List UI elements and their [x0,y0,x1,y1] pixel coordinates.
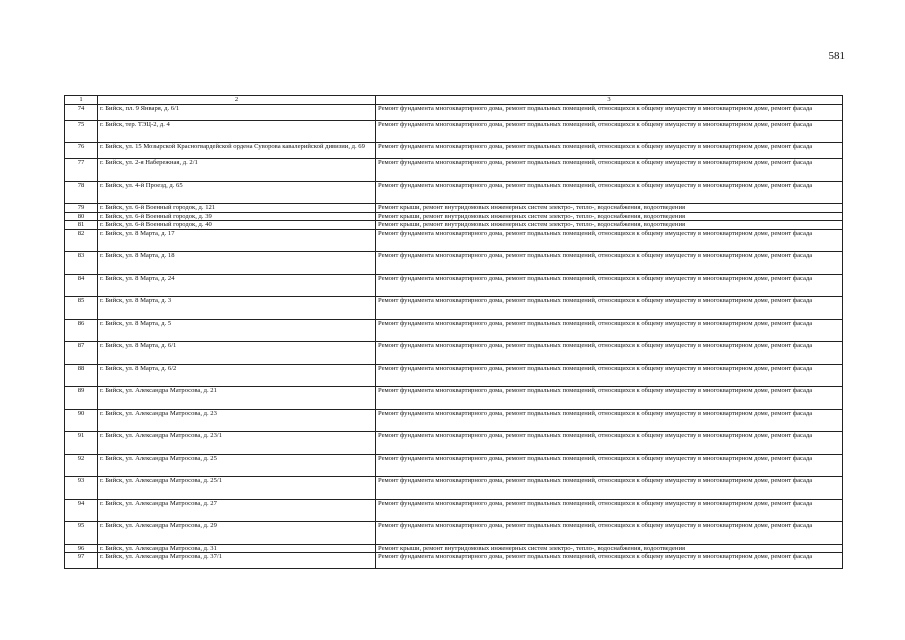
row-work-description: Ремонт крыши, ремонт внутридомовых инженерных систем электро-, тепло-, водоснабжения, водоотведения [376,212,843,221]
row-work-description: Ремонт фундамента многоквартирного дома, ремонт подвальных помещений, относящихся к общему имуществу в многоквартирном доме, ремонт фасада [376,477,843,500]
row-work-description: Ремонт крыши, ремонт внутридомовых инженерных систем электро-, тепло-, водоснабжения, водоотведения [376,204,843,213]
row-address: г. Бийск, ул. 4-й Проезд, д. 65 [98,181,376,204]
row-work-description: Ремонт фундамента многоквартирного дома, ремонт подвальных помещений, относящихся к общему имуществу в многоквартирном доме, ремонт фасада [376,499,843,522]
row-number: 96 [65,544,98,553]
row-number: 74 [65,104,98,120]
row-number: 90 [65,409,98,432]
table-row [65,252,843,275]
table-row [65,342,843,365]
row-work-description: Ремонт фундамента многоквартирного дома, ремонт подвальных помещений, относящихся к общему имуществу в многоквартирном доме, ремонт фасада [376,143,843,159]
table-row [65,204,843,213]
row-address: г. Бийск, ул. Александра Матросова, д. 23/1 [98,432,376,455]
table-row [65,120,843,143]
row-work-description: Ремонт фундамента многоквартирного дома, ремонт подвальных помещений, относящихся к общему имуществу в многоквартирном доме, ремонт фасада [376,104,843,120]
table-row [65,544,843,553]
row-number: 95 [65,522,98,545]
table-row [65,364,843,387]
row-number: 83 [65,252,98,275]
table-row [65,409,843,432]
column-header-address: 2 [98,96,376,105]
row-number: 76 [65,143,98,159]
row-address: г. Бийск, ул. Александра Матросова, д. 25/1 [98,477,376,500]
row-work-description: Ремонт фундамента многоквартирного дома, ремонт подвальных помещений, относящихся к общему имуществу в многоквартирном доме, ремонт фасада [376,387,843,410]
row-number: 81 [65,221,98,230]
row-work-description: Ремонт фундамента многоквартирного дома, ремонт подвальных помещений, относящихся к общему имуществу в многоквартирном доме, ремонт фасада [376,409,843,432]
table-row [65,143,843,159]
table-row [65,297,843,320]
row-address: г. Бийск, ул. 8 Марта, д. 6/2 [98,364,376,387]
row-number: 78 [65,181,98,204]
table-row [65,159,843,182]
table-header-row [65,96,843,105]
column-header-number: 1 [65,96,98,105]
row-number: 75 [65,120,98,143]
row-address: г. Бийск, ул. 8 Марта, д. 6/1 [98,342,376,365]
row-work-description: Ремонт фундамента многоквартирного дома, ремонт подвальных помещений, относящихся к общему имуществу в многоквартирном доме, ремонт фасада [376,181,843,204]
row-number: 97 [65,553,98,569]
row-address: г. Бийск, ул. Александра Матросова, д. 25 [98,454,376,477]
row-address: г. Бийск, ул. Александра Матросова, д. 37/1 [98,553,376,569]
row-number: 86 [65,319,98,342]
table-body [65,104,843,569]
table-row [65,319,843,342]
row-address: г. Бийск, ул. 6-й Военный городок, д. 40 [98,221,376,230]
row-number: 93 [65,477,98,500]
table-row [65,499,843,522]
row-number: 77 [65,159,98,182]
works-table [64,95,843,569]
row-number: 85 [65,297,98,320]
row-address: г. Бийск, ул. Александра Матросова, д. 23 [98,409,376,432]
row-address: г. Бийск, ул. 8 Марта, д. 18 [98,252,376,275]
row-work-description: Ремонт крыши, ремонт внутридомовых инженерных систем электро-, тепло-, водоснабжения, водоотведения [376,221,843,230]
row-work-description: Ремонт фундамента многоквартирного дома, ремонт подвальных помещений, относящихся к общему имуществу в многоквартирном доме, ремонт фасада [376,319,843,342]
table-row [65,212,843,221]
row-number: 91 [65,432,98,455]
row-work-description: Ремонт фундамента многоквартирного дома, ремонт подвальных помещений, относящихся к общему имуществу в многоквартирном доме, ремонт фасада [376,553,843,569]
table-row [65,522,843,545]
row-number: 79 [65,204,98,213]
row-address: г. Бийск, ул. Александра Матросова, д. 27 [98,499,376,522]
row-number: 87 [65,342,98,365]
row-address: г. Бийск, ул. 8 Марта, д. 5 [98,319,376,342]
row-address: г. Бийск, ул. 6-й Военный городок, д. 121 [98,204,376,213]
row-address: г. Бийск, ул. Александра Матросова, д. 31 [98,544,376,553]
row-work-description: Ремонт фундамента многоквартирного дома, ремонт подвальных помещений, относящихся к общему имуществу в многоквартирном доме, ремонт фасада [376,252,843,275]
table-row [65,432,843,455]
row-number: 92 [65,454,98,477]
row-work-description: Ремонт фундамента многоквартирного дома, ремонт подвальных помещений, относящихся к общему имуществу в многоквартирном доме, ремонт фасада [376,342,843,365]
row-work-description: Ремонт фундамента многоквартирного дома, ремонт подвальных помещений, относящихся к общему имуществу в многоквартирном доме, ремонт фасада [376,454,843,477]
row-work-description: Ремонт фундамента многоквартирного дома, ремонт подвальных помещений, относящихся к общему имуществу в многоквартирном доме, ремонт фасада [376,159,843,182]
row-address: г. Бийск, ул. Александра Матросова, д. 29 [98,522,376,545]
table-row [65,477,843,500]
row-work-description: Ремонт крыши, ремонт внутридомовых инженерных систем электро-, тепло-, водоснабжения, водоотведения [376,544,843,553]
table-row [65,454,843,477]
row-work-description: Ремонт фундамента многоквартирного дома, ремонт подвальных помещений, относящихся к общему имуществу в многоквартирном доме, ремонт фасада [376,364,843,387]
row-address: г. Бийск, ул. 8 Марта, д. 24 [98,274,376,297]
row-work-description: Ремонт фундамента многоквартирного дома, ремонт подвальных помещений, относящихся к общему имуществу в многоквартирном доме, ремонт фасада [376,432,843,455]
row-address: г. Бийск, тер. ТЭЦ-2, д. 4 [98,120,376,143]
table-row [65,387,843,410]
table-row [65,553,843,569]
row-work-description: Ремонт фундамента многоквартирного дома, ремонт подвальных помещений, относящихся к общему имуществу в многоквартирном доме, ремонт фасада [376,274,843,297]
row-number: 94 [65,499,98,522]
row-work-description: Ремонт фундамента многоквартирного дома, ремонт подвальных помещений, относящихся к общему имуществу в многоквартирном доме, ремонт фасада [376,120,843,143]
table-row [65,104,843,120]
row-number: 80 [65,212,98,221]
row-address: г. Бийск, пл. 9 Января, д. 6/1 [98,104,376,120]
row-number: 82 [65,229,98,252]
column-header-work: 3 [376,96,843,105]
row-address: г. Бийск, ул. 8 Марта, д. 3 [98,297,376,320]
row-address: г. Бийск, ул. 6-й Военный городок, д. 39 [98,212,376,221]
row-number: 89 [65,387,98,410]
table-row [65,229,843,252]
row-address: г. Бийск, ул. 2-я Набережная, д. 2/1 [98,159,376,182]
row-work-description: Ремонт фундамента многоквартирного дома, ремонт подвальных помещений, относящихся к общему имуществу в многоквартирном доме, ремонт фасада [376,522,843,545]
row-address: г. Бийск, ул. Александра Матросова, д. 21 [98,387,376,410]
row-address: г. Бийск, ул. 8 Марта, д. 17 [98,229,376,252]
row-number: 84 [65,274,98,297]
row-work-description: Ремонт фундамента многоквартирного дома, ремонт подвальных помещений, относящихся к общему имуществу в многоквартирном доме, ремонт фасада [376,297,843,320]
table-row [65,274,843,297]
row-number: 88 [65,364,98,387]
page-number: 581 [828,50,845,62]
table-row [65,221,843,230]
row-work-description: Ремонт фундамента многоквартирного дома, ремонт подвальных помещений, относящихся к общему имуществу в многоквартирном доме, ремонт фасада [376,229,843,252]
row-address: г. Бийск, ул. 15 Мозырской Красногвардейской ордена Суворова кавалерийской дивизии, д. 69 [98,143,376,159]
table-row [65,181,843,204]
